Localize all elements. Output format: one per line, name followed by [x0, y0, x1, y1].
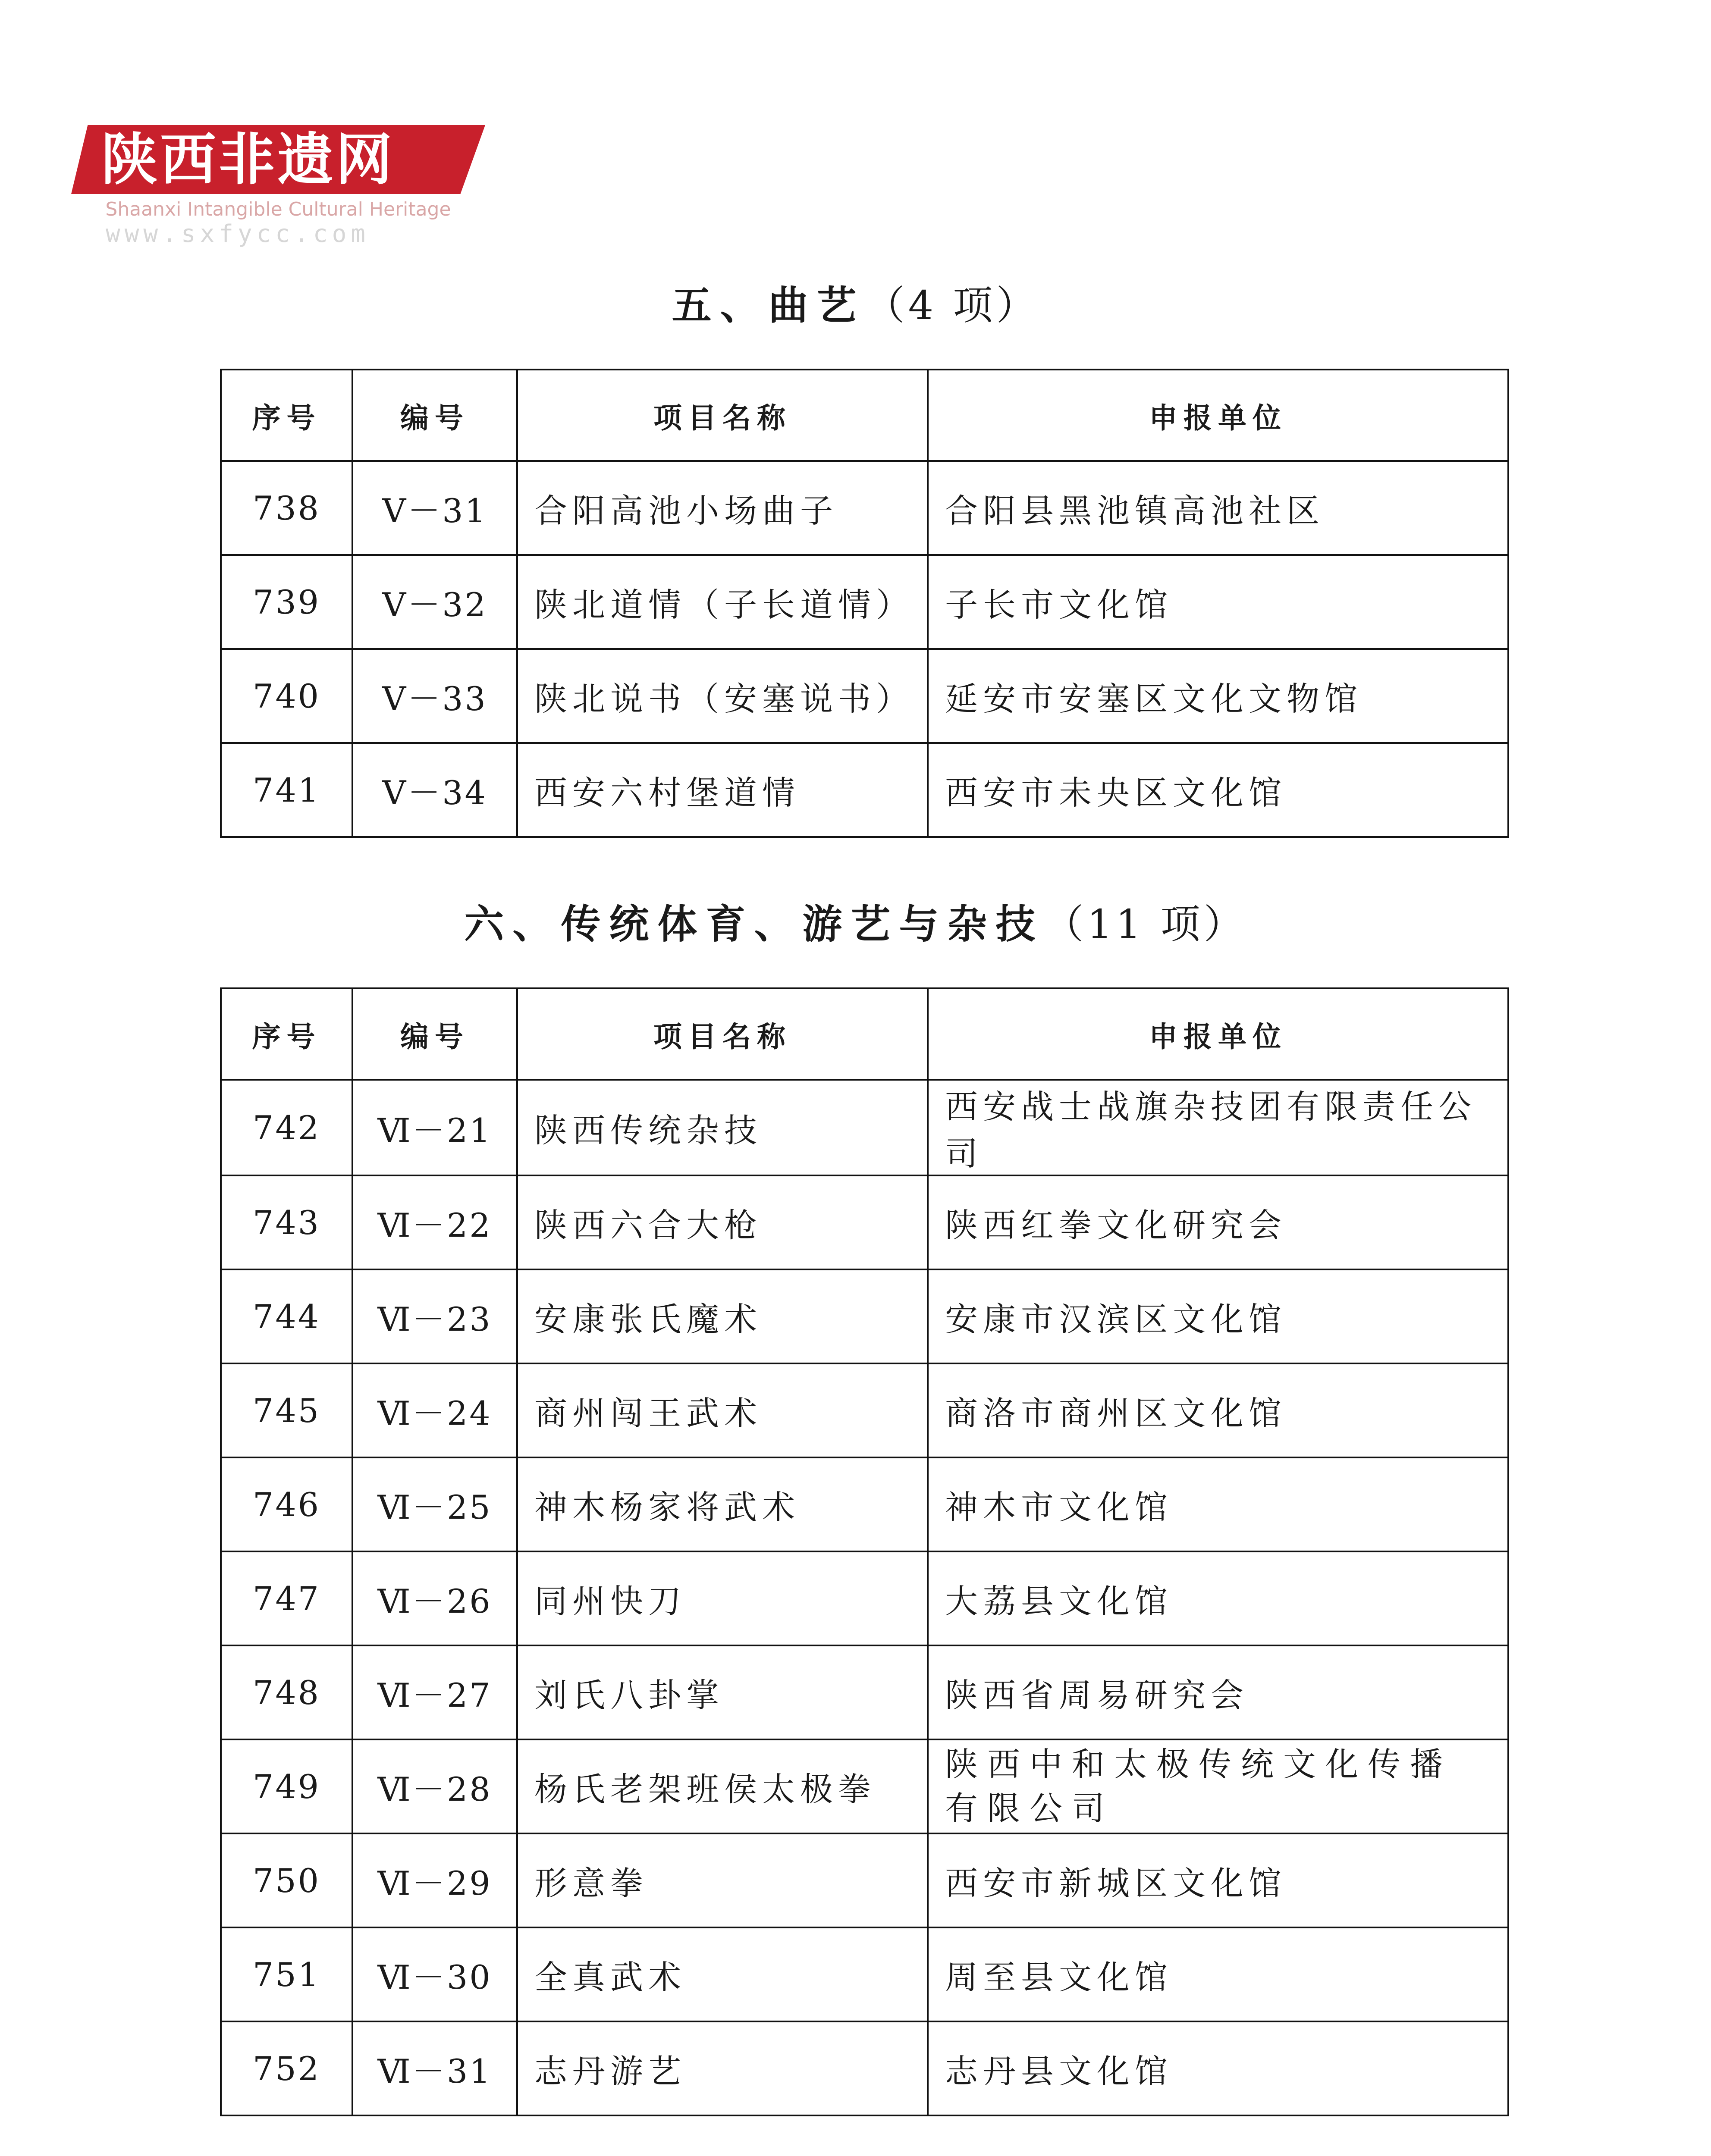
table-row: [221, 1363, 1508, 1457]
header-code: 编号: [352, 370, 517, 461]
cell-code: Ⅵ－21: [352, 1080, 517, 1175]
cell-unit: 周至县文化馆: [928, 1927, 1508, 2021]
cell-name: 志丹游艺: [517, 2021, 928, 2115]
cell-code: Ⅵ－22: [352, 1175, 517, 1269]
cell-seq: 738: [221, 461, 352, 555]
cell-code: Ⅵ－31: [352, 2021, 517, 2115]
cell-seq: 748: [221, 1645, 352, 1739]
table-row: [221, 743, 1508, 837]
cell-name: 商州闯王武术: [517, 1363, 928, 1457]
cell-name: 刘氏八卦掌: [517, 1645, 928, 1739]
cell-name: 杨氏老架班侯太极拳: [517, 1739, 928, 1833]
cell-code: Ⅵ－23: [352, 1269, 517, 1363]
cell-unit: 志丹县文化馆: [928, 2021, 1508, 2115]
cell-seq: 739: [221, 555, 352, 649]
cell-seq: 750: [221, 1833, 352, 1927]
cell-seq: 751: [221, 1927, 352, 2021]
cell-seq: 741: [221, 743, 352, 837]
section-title-text: 五、曲艺: [672, 282, 865, 329]
section-title-text: 六、传统体育、游艺与杂技: [464, 901, 1044, 947]
cell-code: Ⅵ－25: [352, 1457, 517, 1551]
cell-code: Ⅵ－26: [352, 1551, 517, 1645]
table-header-row: [221, 370, 1508, 461]
site-logo: [71, 112, 502, 250]
table-row: [221, 1645, 1508, 1739]
table-sports: [220, 987, 1509, 2116]
cell-unit: 陕西省周易研究会: [928, 1645, 1508, 1739]
cell-name: 神木杨家将武术: [517, 1457, 928, 1551]
table-row: [221, 1927, 1508, 2021]
cell-code: Ⅵ－24: [352, 1363, 517, 1457]
logo-url: www.sxfycc.com: [106, 220, 370, 248]
table-row: [221, 555, 1508, 649]
cell-seq: 740: [221, 649, 352, 743]
table-row: [221, 1175, 1508, 1269]
cell-code: Ⅴ－32: [352, 555, 517, 649]
cell-code: Ⅵ－30: [352, 1927, 517, 2021]
section-title-quyi: [0, 274, 1711, 331]
table-row: [221, 649, 1508, 743]
cell-unit: 神木市文化馆: [928, 1457, 1508, 1551]
cell-code: Ⅴ－31: [352, 461, 517, 555]
cell-seq: 747: [221, 1551, 352, 1645]
header-seq: 序号: [221, 370, 352, 461]
cell-unit: 商洛市商州区文化馆: [928, 1363, 1508, 1457]
section-count: （4 项）: [865, 282, 1039, 329]
cell-unit: 西安市新城区文化馆: [928, 1833, 1508, 1927]
cell-name: 同州快刀: [517, 1551, 928, 1645]
header-name: 项目名称: [517, 988, 928, 1080]
cell-unit: 陕西中和太极传统文化传播有限公司: [928, 1739, 1508, 1833]
cell-name: 合阳高池小场曲子: [517, 461, 928, 555]
cell-name: 陕西六合大枪: [517, 1175, 928, 1269]
cell-unit: 子长市文化馆: [928, 555, 1508, 649]
cell-name: 全真武术: [517, 1927, 928, 2021]
cell-unit: 合阳县黑池镇高池社区: [928, 461, 1508, 555]
table-row: [221, 1269, 1508, 1363]
logo-name: 陕西非遗网: [101, 127, 395, 192]
cell-code: Ⅵ－29: [352, 1833, 517, 1927]
cell-name: 陕北说书（安塞说书）: [517, 649, 928, 743]
table-row: [221, 2021, 1508, 2115]
cell-name: 陕北道情（子长道情）: [517, 555, 928, 649]
cell-seq: 743: [221, 1175, 352, 1269]
cell-unit: 大荔县文化馆: [928, 1551, 1508, 1645]
table-row: [221, 1551, 1508, 1645]
table-row: [221, 1080, 1508, 1175]
cell-unit: 西安战士战旗杂技团有限责任公司: [928, 1080, 1508, 1175]
section-count: （11 项）: [1044, 901, 1247, 947]
header-unit: 申报单位: [928, 988, 1508, 1080]
logo-subtitle: Shaanxi Intangible Cultural Heritage: [105, 198, 451, 220]
header-code: 编号: [352, 988, 517, 1080]
cell-unit: 西安市未央区文化馆: [928, 743, 1508, 837]
section-title-sports: [0, 893, 1711, 950]
cell-code: Ⅴ－33: [352, 649, 517, 743]
header-seq: 序号: [221, 988, 352, 1080]
cell-code: Ⅵ－27: [352, 1645, 517, 1739]
table-quyi: [220, 369, 1509, 838]
cell-seq: 742: [221, 1080, 352, 1175]
table-row: [221, 1457, 1508, 1551]
cell-unit: 陕西红拳文化研究会: [928, 1175, 1508, 1269]
cell-seq: 746: [221, 1457, 352, 1551]
cell-unit: 延安市安塞区文化文物馆: [928, 649, 1508, 743]
cell-seq: 749: [221, 1739, 352, 1833]
cell-name: 西安六村堡道情: [517, 743, 928, 837]
table-header-row: [221, 988, 1508, 1080]
cell-seq: 744: [221, 1269, 352, 1363]
cell-seq: 752: [221, 2021, 352, 2115]
cell-name: 形意拳: [517, 1833, 928, 1927]
cell-code: Ⅴ－34: [352, 743, 517, 837]
cell-unit: 安康市汉滨区文化馆: [928, 1269, 1508, 1363]
table-row: [221, 1833, 1508, 1927]
header-name: 项目名称: [517, 370, 928, 461]
cell-seq: 745: [221, 1363, 352, 1457]
table-row: [221, 461, 1508, 555]
cell-name: 安康张氏魔术: [517, 1269, 928, 1363]
cell-name: 陕西传统杂技: [517, 1080, 928, 1175]
header-unit: 申报单位: [928, 370, 1508, 461]
table-row: [221, 1739, 1508, 1833]
cell-code: Ⅵ－28: [352, 1739, 517, 1833]
